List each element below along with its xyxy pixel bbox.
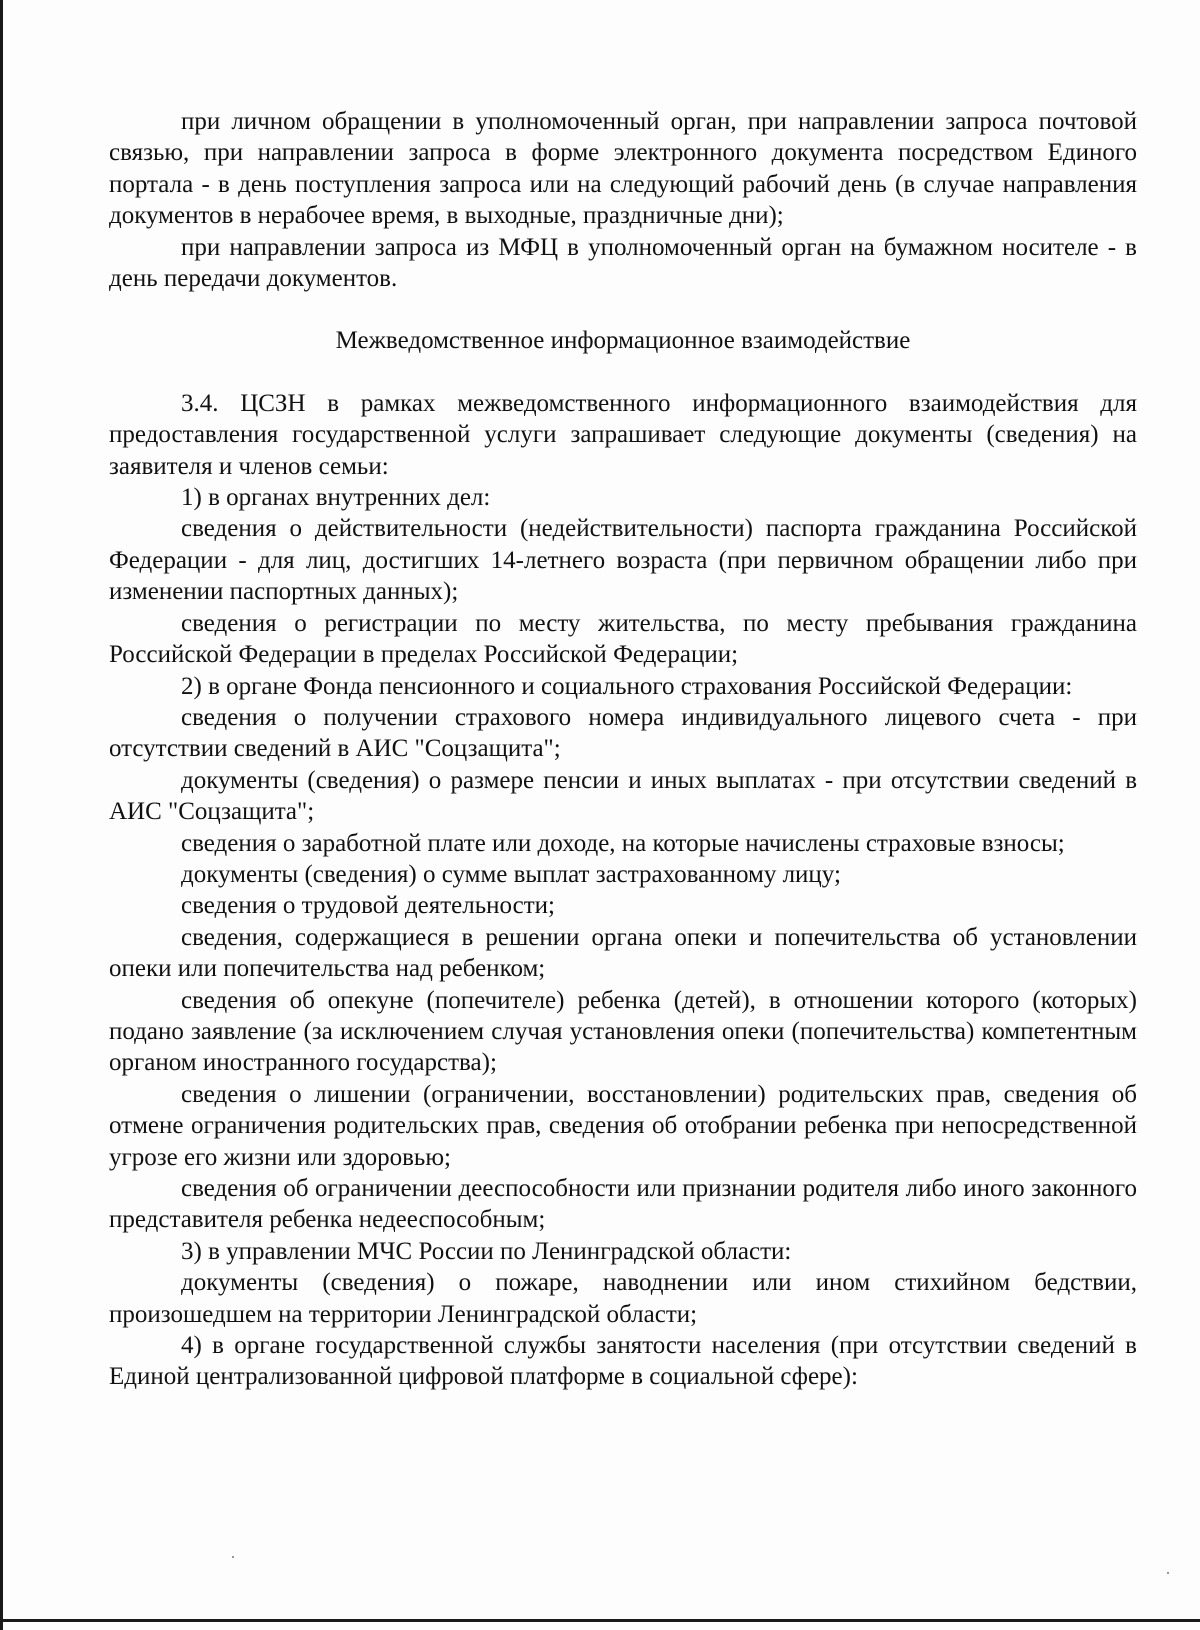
paragraph: сведения о заработной плате или доходе, на которые начислены страховые взносы; [181, 829, 1065, 857]
scan-speck [1167, 1572, 1169, 1574]
paragraph: сведения о трудовой деятельности; [181, 892, 555, 920]
list-item: 2) в органе Фонда пенсионного и социального страхования Российской Федерации: [181, 672, 1073, 700]
paragraph: при личном обращении в уполномоченный орган, при направлении запроса почтовой связью, при направлении запроса в форме электронного документа посредством Единого портала - в день поступления запроса или на следующий рабочий день (в случае направления документов в нерабочее время, в выходные, праздничные дни); [109, 108, 1137, 230]
paragraph: документы (сведения) о размере пенсии и иных выплатах - при отсутствии сведений в АИС "Соцзащита"; [109, 766, 1137, 826]
paragraph: сведения о действительности (недействительности) паспорта гражданина Российской Федерации - для лиц, достигших 14-летнего возраста (при первичном обращении либо при изменении паспортных данных); [109, 515, 1137, 606]
paragraph: сведения, содержащиеся в решении органа опеки и попечительства об установлении опеки или попечительства над ребенком; [109, 923, 1137, 983]
section-heading: Межведомственное информационное взаимодействие [335, 327, 911, 355]
document-body [109, 106, 1137, 1393]
scan-speck [232, 1556, 234, 1558]
scan-bottom-edge [0, 1619, 1200, 1622]
paragraph: сведения о лишении (ограничении, восстановлении) родительских прав, сведения об отмене ограничения родительских прав, сведения об отобрании ребенка при непосредственной угрозе его жизни или здоровью; [109, 1080, 1137, 1171]
list-item: 1) в органах внутренних дел: [181, 484, 491, 512]
paragraph: документы (сведения) о сумме выплат застрахованному лицу; [181, 860, 841, 888]
paragraph: документы (сведения) о пожаре, наводнении или ином стихийном бедствии, произошедшем на территории Ленинградской области; [109, 1269, 1137, 1328]
list-item: 4) в органе государственной службы занятости населения (при отсутствии сведений в Единой централизованной цифровой платформе в социальной сфере): [109, 1332, 1137, 1391]
paragraph: сведения о регистрации по месту жительства, по месту пребывания гражданина Российской Федерации в пределах Российской Федерации; [109, 609, 1137, 669]
scan-left-edge [0, 0, 3, 1630]
list-item: 3) в управлении МЧС России по Ленинградской области: [181, 1237, 792, 1265]
paragraph: сведения о получении страхового номера индивидуального лицевого счета - при отсутствии сведений в АИС "Соцзащита"; [109, 703, 1137, 763]
paragraph: при направлении запроса из МФЦ в уполномоченный орган на бумажном носителе - в день передачи документов. [109, 233, 1137, 293]
paragraph: 3.4. ЦСЗН в рамках межведомственного информационного взаимодействия для предоставления государственной услуги запрашивает следующие документы (сведения) на заявителя и членов семьи: [109, 389, 1137, 480]
paragraph: сведения об ограничении дееспособности или признании родителя либо иного законного представителя ребенка недееспособным; [109, 1175, 1137, 1234]
paragraph: сведения об опекуне (попечителе) ребенка (детей), в отношении которого (которых) подано заявление (за исключением случая установления опеки (попечительства) компетентным органом иностранного государства); [109, 986, 1137, 1077]
